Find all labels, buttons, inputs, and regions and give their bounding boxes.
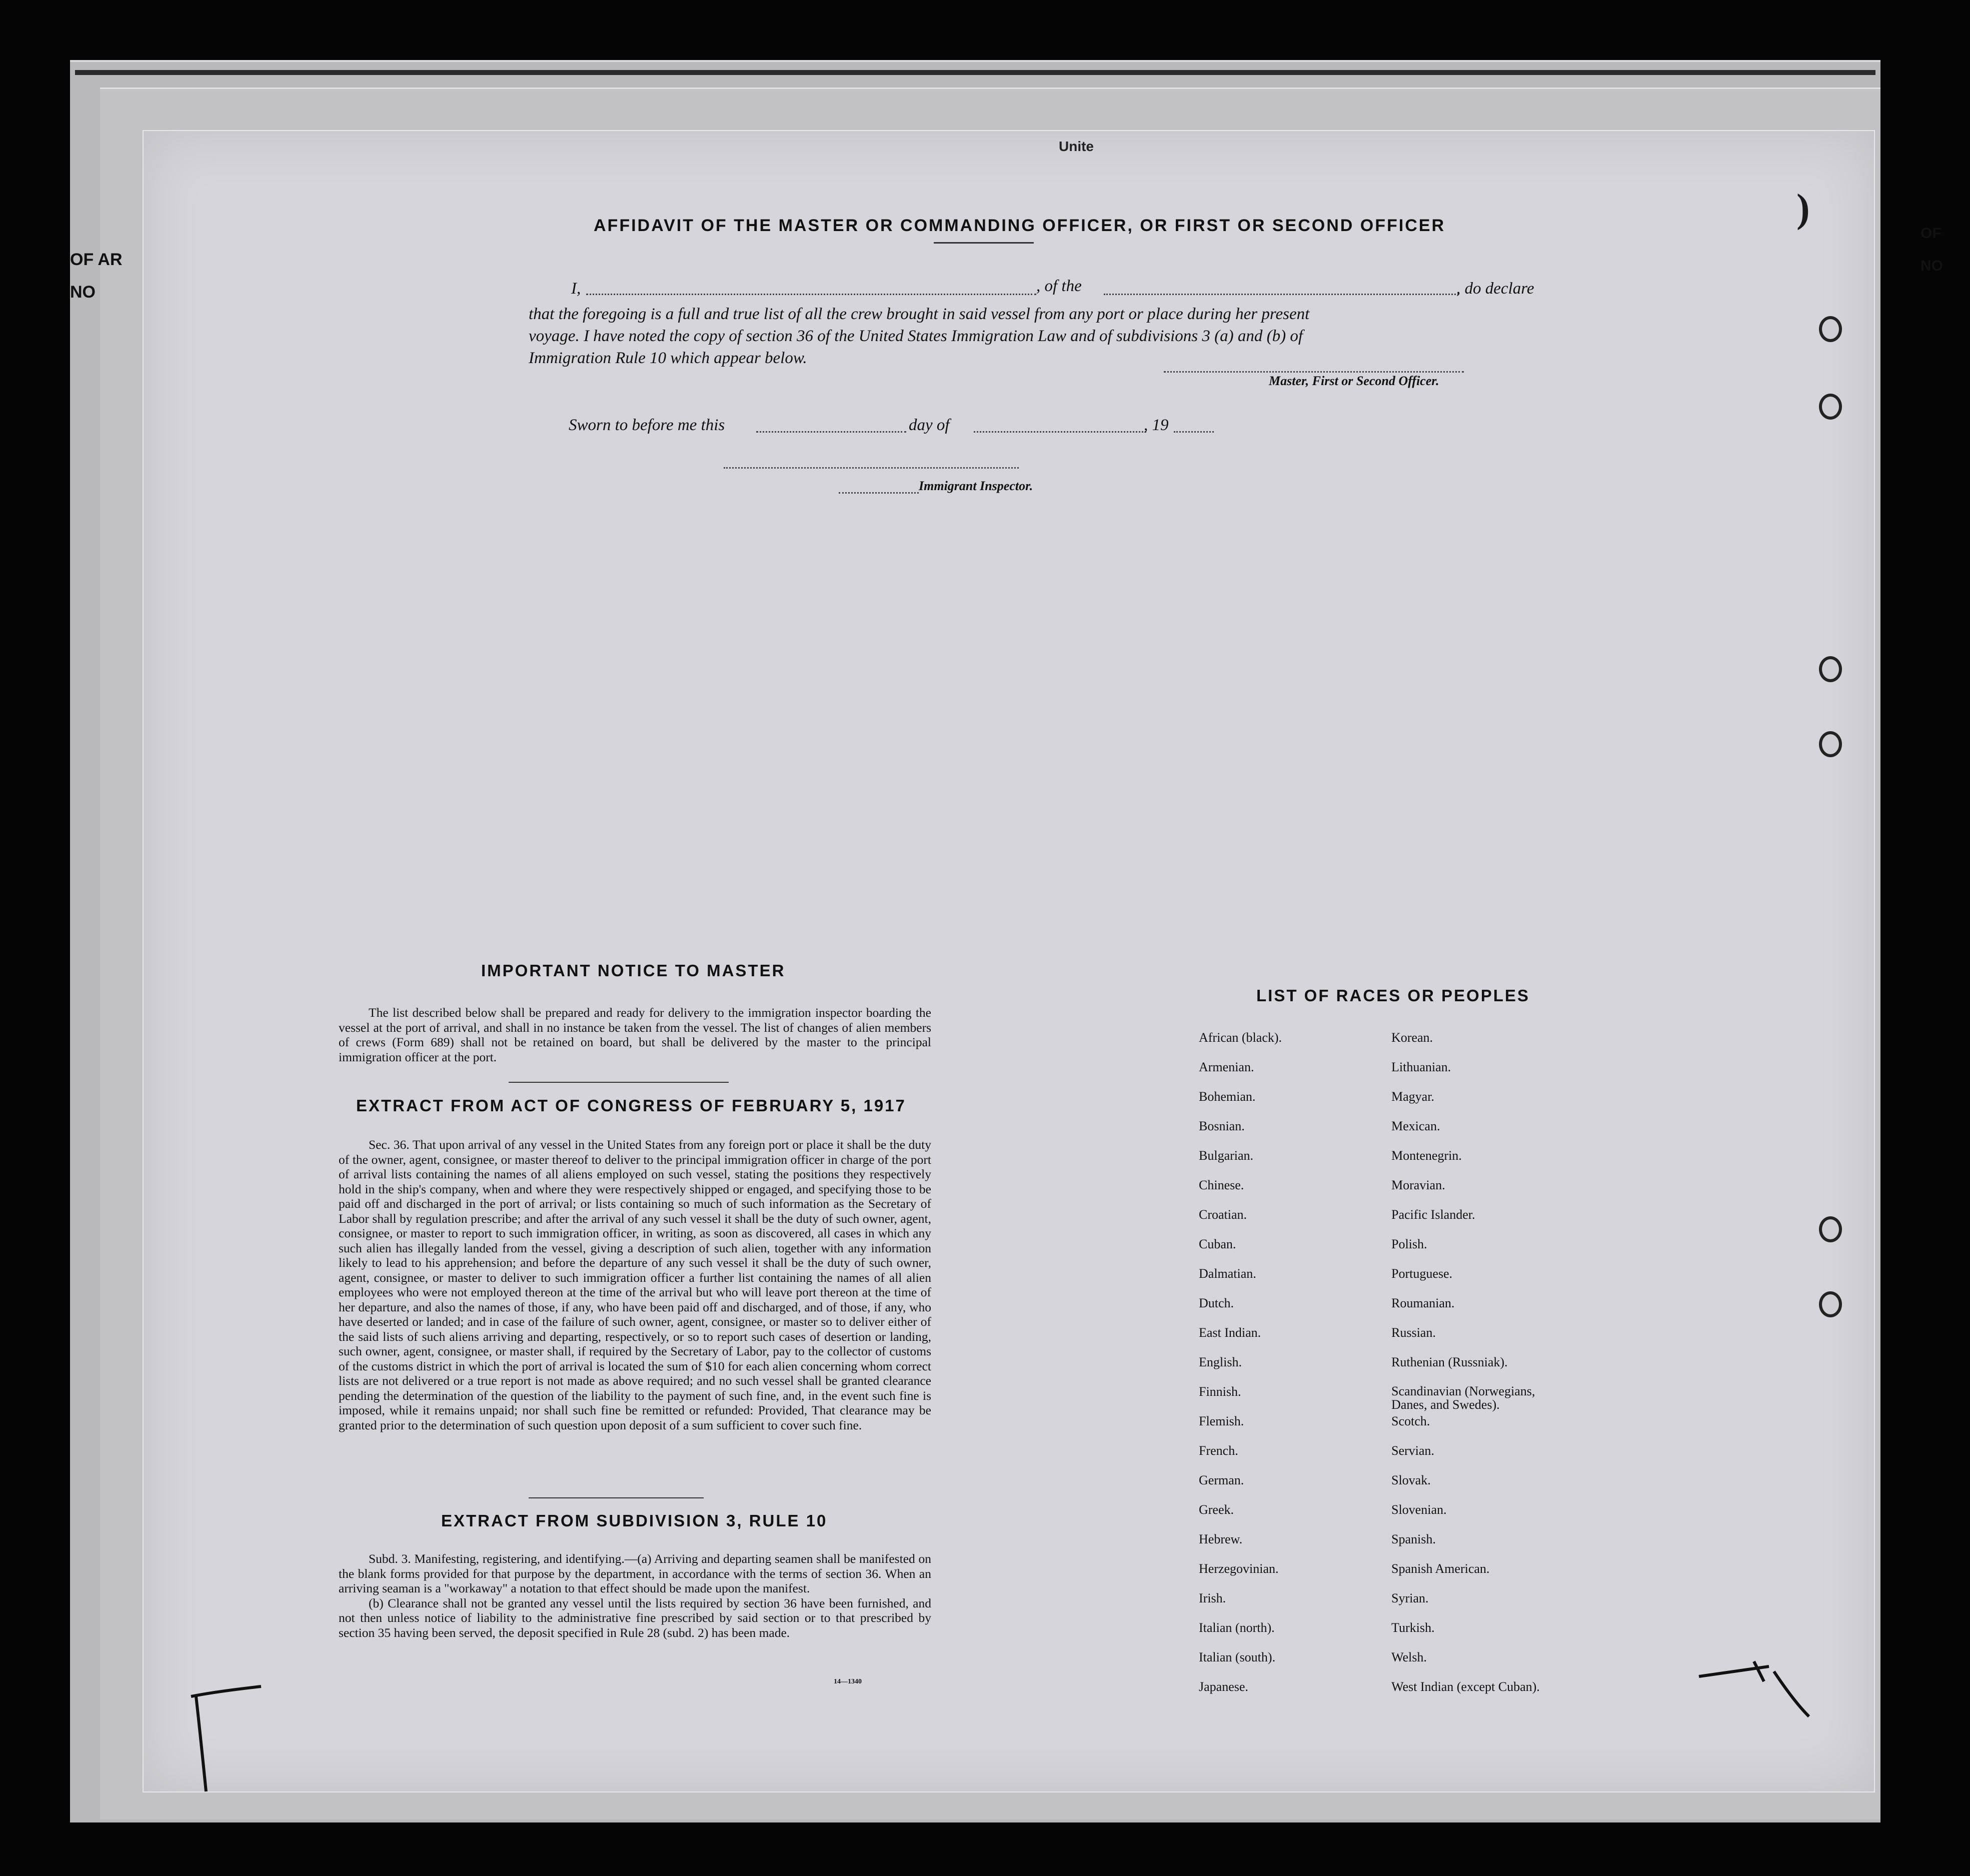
inspector-label: Immigrant Inspector. (919, 479, 1033, 493)
race-item: German. (1199, 1473, 1244, 1487)
extract-rule (529, 1497, 704, 1498)
left-edge-fragment (70, 215, 130, 765)
race-item: Pacific Islander. (1391, 1207, 1475, 1222)
race-item: Roumanian. (1391, 1296, 1455, 1310)
extract-act-text (339, 1137, 931, 1432)
race-item: Polish. (1391, 1237, 1427, 1251)
title-rule (934, 242, 1034, 244)
race-item: Flemish. (1199, 1414, 1244, 1428)
affidavit-declare-label: , do declare (1456, 280, 1534, 298)
race-item: African (black). (1199, 1030, 1282, 1045)
notice-title: IMPORTANT NOTICE TO MASTER (481, 961, 786, 980)
race-item: Bulgarian. (1199, 1148, 1254, 1163)
affidavit-i-label: I, (571, 280, 581, 298)
race-item: Slovenian. (1391, 1502, 1447, 1517)
race-item: Scotch. (1391, 1414, 1430, 1428)
race-item: Italian (north). (1199, 1620, 1275, 1635)
race-item: Lithuanian. (1391, 1060, 1451, 1074)
race-item: Chinese. (1199, 1178, 1244, 1192)
affidavit-line-2: that the foregoing is a full and true list of all the crew brought in said vessel from any port or place during her present (529, 305, 1310, 323)
races-column-1 (1199, 1030, 1282, 1709)
form-number: 14—1340 (834, 1678, 862, 1685)
affidavit-line-4: Immigration Rule 10 which appear below. (529, 349, 807, 367)
race-item: Korean. (1391, 1030, 1433, 1045)
race-item: Turkish. (1391, 1620, 1435, 1635)
race-item: Welsh. (1391, 1650, 1427, 1664)
handwritten-mark (1694, 1631, 1834, 1731)
sworn-label: Sworn to before me this (569, 416, 725, 434)
sworn-year-blank (1174, 431, 1214, 433)
sworn-day-of-label: day of (909, 416, 950, 434)
race-item: Japanese. (1199, 1679, 1248, 1694)
race-item: Slovak. (1391, 1473, 1431, 1487)
punch-hole (1819, 1216, 1842, 1242)
extract-act-title: EXTRACT FROM ACT OF CONGRESS OF FEBRUARY 5, 1917 (356, 1096, 906, 1115)
race-item: Spanish. (1391, 1532, 1436, 1546)
extract-rule-para-a: Subd. 3. Manifesting, registering, and identifying.—(a) Arriving and departing seamen shall be manifested on the blank forms provided for that purpose by the department, in accordance with the terms of section 36. When an arriving seaman is a "workaway" a notation to that effect should be made upon the manifest. (339, 1551, 931, 1595)
race-item: Dutch. (1199, 1296, 1234, 1310)
race-item: Greek. (1199, 1502, 1234, 1517)
punch-hole (1819, 394, 1842, 420)
notice-text (339, 1005, 931, 1064)
race-item: Herzegovinian. (1199, 1561, 1279, 1576)
form-page (143, 130, 1875, 1792)
race-item: West Indian (except Cuban). (1391, 1679, 1540, 1694)
race-item: Cuban. (1199, 1237, 1236, 1251)
race-item: Irish. (1199, 1591, 1226, 1605)
extract-rule-para-b: (b) Clearance shall not be granted any vessel until the lists required by section 36 have been furnished, and not then unless notice of liability to the administrative fine prescribed by said section or to that prescribed by section 35 having been served, the deposit specified in Rule 28 (subd. 2) has been made. (339, 1595, 931, 1640)
race-item: Bosnian. (1199, 1119, 1245, 1133)
race-item: Italian (south). (1199, 1650, 1276, 1664)
frame-rule (75, 70, 1875, 75)
punch-hole (1819, 316, 1842, 342)
right-edge-text-2: NO (1920, 258, 1943, 274)
handwritten-mark (186, 1681, 296, 1801)
race-item: Servian. (1391, 1443, 1434, 1458)
right-edge-text-1: OF (1920, 225, 1941, 242)
race-item: Montenegrin. (1391, 1148, 1462, 1163)
notice-paragraph: The list described below shall be prepared and ready for delivery to the immigration inspector boarding the vessel at the port of arrival, and shall in no instance be taken from the vessel. The list of changes of alien members of crews (Form 689) shall not be retained on board, but shall be delivered by the master to the principal immigration officer at the port. (339, 1005, 931, 1064)
race-item: Armenian. (1199, 1060, 1254, 1074)
sworn-year-label: , 19 (1144, 416, 1169, 434)
left-edge-text-1: OF AR (70, 250, 123, 269)
left-edge-text-2: NO (70, 283, 96, 302)
punch-hole (1819, 731, 1842, 757)
race-item: Dalmatian. (1199, 1266, 1256, 1281)
affidavit-title: AFFIDAVIT OF THE MASTER OR COMMANDING OFFICER, OR FIRST OR SECOND OFFICER (594, 216, 1445, 235)
affidavit-of-the-label: , of the (1036, 277, 1082, 295)
signature-blank (1164, 371, 1464, 373)
punch-hole (1819, 1291, 1842, 1317)
race-item: Syrian. (1391, 1591, 1429, 1605)
notice-rule (509, 1082, 729, 1083)
race-item: Bohemian. (1199, 1089, 1256, 1104)
race-item: Mexican. (1391, 1119, 1440, 1133)
race-item: Scandinavian (Norwegians, Danes, and Swedes). (1391, 1384, 1535, 1412)
race-item: East Indian. (1199, 1325, 1261, 1340)
races-column-2 (1391, 1030, 1556, 1709)
inspector-signature-blank (724, 467, 1019, 469)
punch-hole (1819, 656, 1842, 682)
race-item: Russian. (1391, 1325, 1436, 1340)
name-blank (586, 294, 1036, 295)
race-item: French. (1199, 1443, 1238, 1458)
race-item: Croatian. (1199, 1207, 1247, 1222)
vessel-blank (1104, 294, 1459, 295)
extract-act-paragraph: Sec. 36. That upon arrival of any vessel in the United States from any foreign port or place it shall be the duty of the owner, agent, consignee, or master thereof to deliver to the principal immigration officer in charge of the port of arrival lists containing the names of all aliens employed on such vessel, stating the positions they respectively hold in the ship's company, when and where they were respectively shipped or engaged, and specifying those to be paid off and discharged in the port of arrival; or lists containing so much of such information as the Secretary of Labor shall by regulation prescribe; and after the arrival of any such vessel it shall be the duty of such owner, agent, consignee, or master to report to such immigration officer, in writing, as soon as discovered, all cases in which any such alien has illegally landed from the vessel, giving a description of such alien, together with any information likely to lead to his apprehension; and before the departure of any such vessel it shall be the duty of such owner, agent, consignee, or master to deliver to such immigration officer a further list containing the names of all alien employees who were not employed thereon at the time of the arrival but who will leave port thereon at the time of her departure, and also the names of those, if any, who have been paid off and discharged, and of those, if any, who have deserted or landed; and in case of the failure of such owner, agent, consignee, or master so to deliver either of the said lists of such aliens arriving and departing, respectively, or so to report such cases of desertion or landing, such owner, agent, consignee, or master shall, if required by the Secretary of Labor, pay to the collector of customs of the customs district in which the port of arrival is located the sum of $10 for each alien concerning whom correct lists are not delivered or a true report is not made as above required; and no such vessel shall be granted clearance pending the determination of the question of the liability to the payment of such fine, and, in the event such fine is imposed, while it remains unpaid; nor shall such fine be remitted or refunded: Provided, That clearance may be granted prior to the determination of such question upon deposit of a sum sufficient to cover such fine. (339, 1137, 931, 1432)
race-item: Spanish American. (1391, 1561, 1490, 1576)
corner-mark: ) (1796, 187, 1810, 231)
affidavit-line-3: voyage. I have noted the copy of section 36 of the United States Immigration Law and of subdivisions 3 (a) and (b) of (529, 327, 1303, 345)
race-item: Moravian. (1391, 1178, 1445, 1192)
race-item: Hebrew. (1199, 1532, 1243, 1546)
race-item: English. (1199, 1355, 1242, 1369)
race-item: Ruthenian (Russniak). (1391, 1355, 1508, 1369)
sworn-day-blank (756, 431, 906, 433)
sworn-month-blank (974, 431, 1146, 433)
inspector-lead-dots (839, 492, 919, 494)
extract-rule-text (339, 1551, 931, 1640)
extract-rule-title: EXTRACT FROM SUBDIVISION 3, RULE 10 (441, 1511, 828, 1530)
race-item: Portuguese. (1391, 1266, 1453, 1281)
race-item: Magyar. (1391, 1089, 1434, 1104)
tab-mark: Unite (1059, 139, 1094, 154)
race-item: Finnish. (1199, 1384, 1241, 1399)
races-title: LIST OF RACES OR PEOPLES (1256, 986, 1530, 1005)
signature-label: Master, First or Second Officer. (1269, 374, 1439, 388)
